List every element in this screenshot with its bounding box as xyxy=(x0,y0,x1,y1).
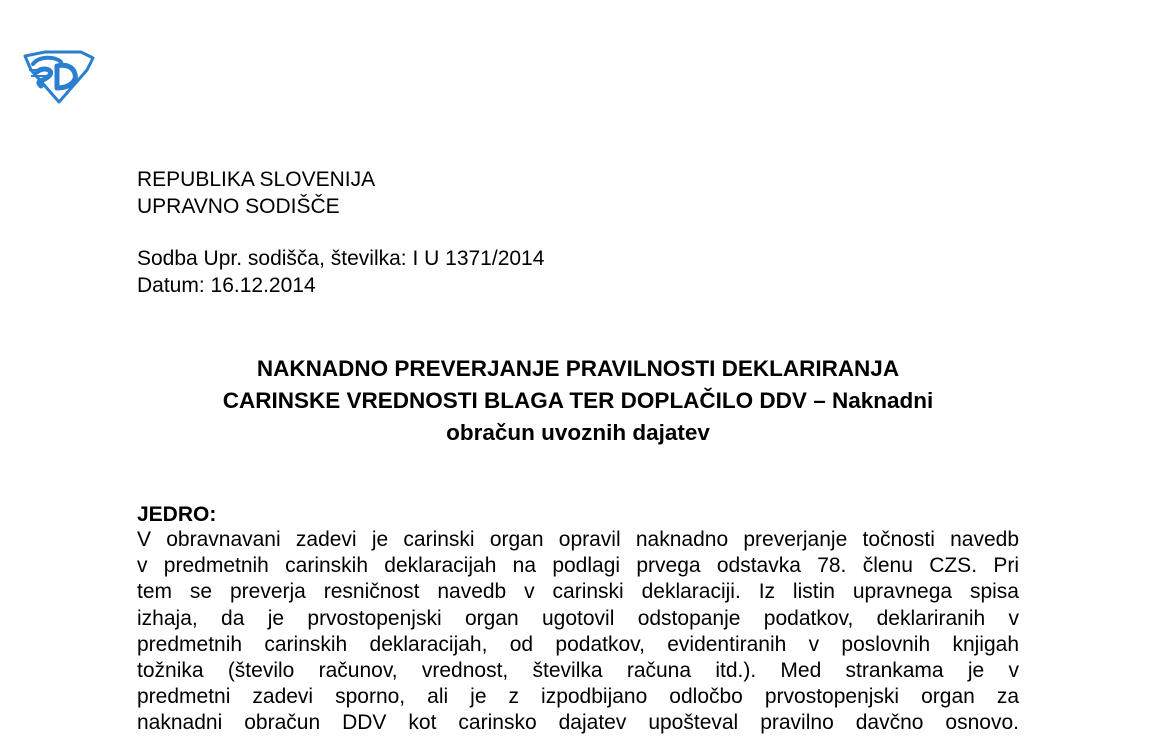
judgment-date: Datum: 16.12.2014 xyxy=(137,274,316,297)
court-logo-icon xyxy=(21,50,97,104)
paragraph-line: izhaja, da je prvostopenjski organ ugotovil odstopanje podatkov, deklariranih v xyxy=(137,606,1019,630)
paragraph-line: naknadni obračun DDV kot carinsko dajatev upošteval pravilno davčno osnovo. xyxy=(137,711,1019,735)
title-line: obračun uvoznih dajatev xyxy=(446,420,710,445)
case-reference xyxy=(137,245,544,299)
paragraph-line: v predmetnih carinskih deklaracijah na podlagi prvega odstavka 78. členu CZS. Pri xyxy=(137,554,1019,578)
case-number: Sodba Upr. sodišča, številka: I U 1371/2014 xyxy=(137,247,545,270)
title-line: NAKNADNO PREVERJANJE PRAVILNOSTI DEKLARIRANJA xyxy=(256,356,900,381)
court-header xyxy=(137,166,375,220)
core-heading: JEDRO: xyxy=(137,503,217,526)
paragraph-line: V obravnavani zadevi je carinski organ opravil naknadno preverjanje točnosti navedb xyxy=(137,528,1019,551)
title-line: CARINSKE VREDNOSTI BLAGA TER DOPLAČILO DDV – Naknadni xyxy=(222,388,934,413)
court-name: UPRAVNO SODIŠČE xyxy=(137,195,340,218)
paragraph-line: tem se preverja resničnost navedb v carinski deklaraciji. Iz listin upravnega spisa xyxy=(137,580,1019,604)
country-name: REPUBLIKA SLOVENIJA xyxy=(137,168,376,191)
paragraph-line: tožnika (število računov, vrednost, številka računa itd.). Med strankama je v xyxy=(137,658,1019,682)
core-paragraph xyxy=(137,527,1019,737)
paragraph-line: predmetnih carinskih deklaracijah, od podatkov, evidentiranih v poslovnih knjigah xyxy=(137,632,1019,656)
document-title xyxy=(137,353,1019,449)
paragraph-line: predmetni zadevi sporno, ali je z izpodbijano odločbo prvostopenjski organ za xyxy=(137,685,1019,709)
